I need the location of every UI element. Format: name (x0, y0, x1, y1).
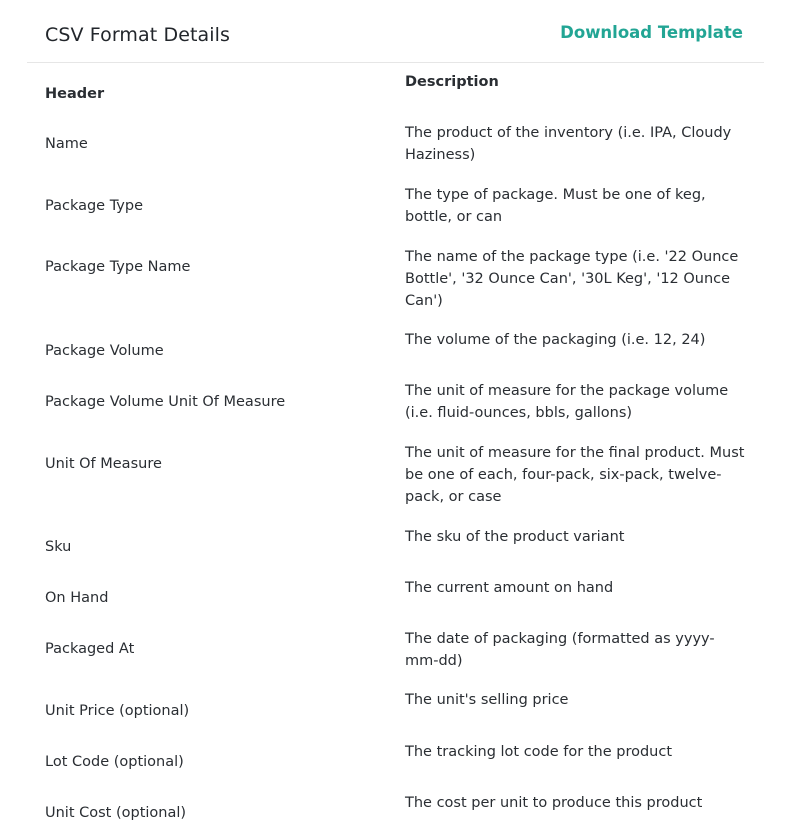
table-header-row (45, 62, 755, 108)
table-row-description: The volume of the packaging (i.e. 12, 24) (405, 332, 706, 348)
table-row-description: The tracking lot code for the product (405, 744, 673, 760)
table-row-description: The unit of measure for the package volume (i.e. fluid-ounces, bbls, gallons) (405, 383, 729, 421)
table-row-header: Package Type (45, 198, 144, 214)
table-row-header: Package Volume (45, 343, 164, 359)
table-row-header: Unit Cost (optional) (45, 805, 187, 821)
table-row-header: Sku (45, 539, 72, 555)
download-template-link[interactable]: Download Template (560, 23, 743, 42)
table-row-description: The current amount on hand (405, 580, 614, 596)
table-row-header: Unit Of Measure (45, 456, 162, 472)
table-row-header: Package Volume Unit Of Measure (45, 394, 286, 410)
table-row-description: The type of package. Must be one of keg, bottle, or can (405, 187, 706, 225)
table-row-header: Unit Price (optional) (45, 703, 190, 719)
table-row-header: Lot Code (optional) (45, 754, 184, 770)
table-row-description: The sku of the product variant (405, 529, 625, 545)
panel-title: CSV Format Details (45, 24, 231, 46)
column-header-description: Description (405, 74, 499, 90)
table-row-header: Packaged At (45, 641, 135, 657)
table-row-description: The unit's selling price (405, 692, 569, 708)
table-row-header: Package Type Name (45, 259, 191, 275)
table-row-header: Name (45, 136, 88, 152)
table-row-description: The name of the package type (i.e. '22 Ounce Bottle', '32 Ounce Can', '30L Keg', '12 Ounce Can') (405, 249, 739, 309)
table-row-description: The unit of measure for the final product. Must be one of each, four-pack, six-pack, twelve-pack, or case (405, 445, 745, 505)
column-header-header: Header (45, 86, 105, 102)
table-row-description: The cost per unit to produce this product (405, 795, 703, 811)
table-row-header: On Hand (45, 590, 109, 606)
table-row-description: The product of the inventory (i.e. IPA, Cloudy Haziness) (405, 125, 732, 163)
table-row-description: The date of packaging (formatted as yyyy-mm-dd) (405, 631, 715, 669)
panel-header (27, 0, 764, 63)
